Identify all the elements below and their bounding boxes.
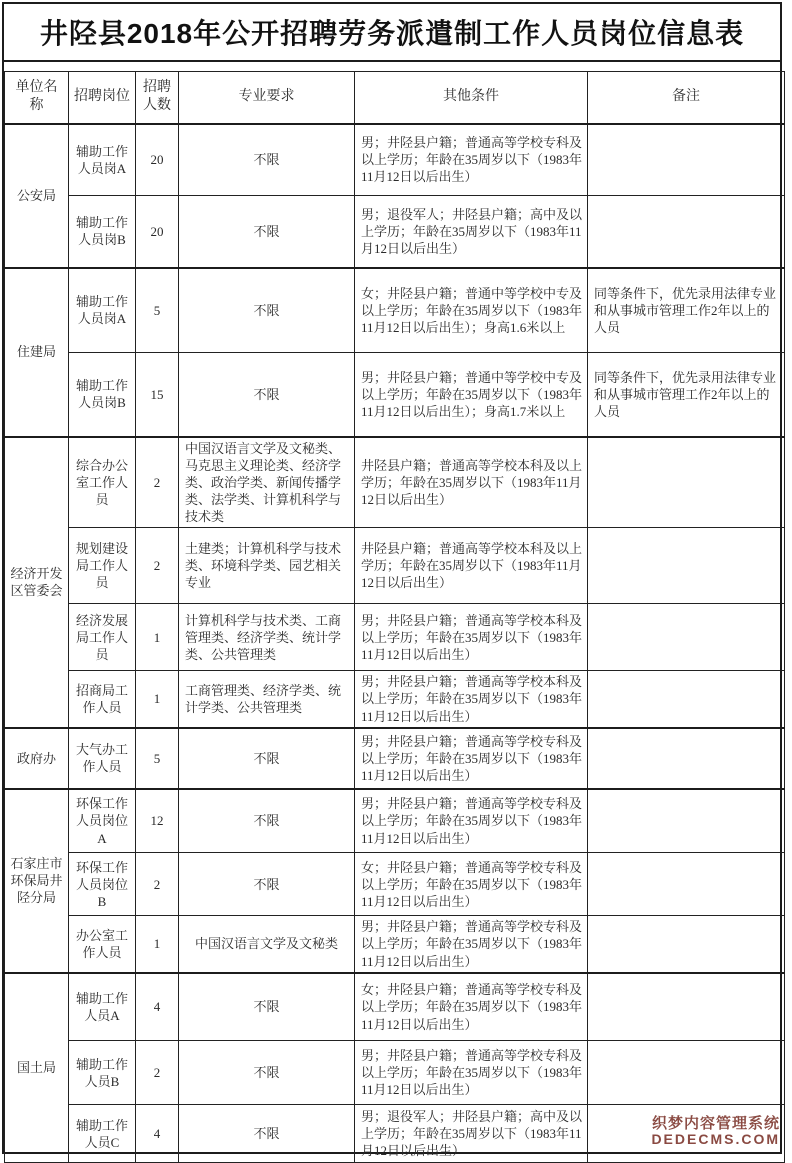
recruitment-table [4,71,785,1163]
col-header-count: 招聘人数 [136,72,179,124]
count-cell: 1 [136,671,179,728]
count-cell: 1 [136,604,179,671]
unit-cell: 公安局 [5,124,69,268]
position-cell: 辅助工作人员A [69,973,136,1041]
table-row [5,528,785,604]
header-row [5,72,785,124]
count-cell: 2 [136,853,179,916]
count-cell: 5 [136,268,179,353]
table-row [5,973,785,1041]
table-row [5,728,785,789]
count-cell: 20 [136,196,179,268]
table-row [5,1105,785,1163]
remark-cell [588,789,785,853]
position-cell: 辅助工作人员岗A [69,124,136,196]
major-cell: 中国汉语言文学及文秘类、马克思主义理论类、经济学类、政治学类、新闻传播学类、法学类、计算机科学与技术类 [179,437,355,528]
remark-cell [588,196,785,268]
unit-cell: 国土局 [5,973,69,1163]
remark-cell [588,728,785,789]
count-cell: 1 [136,916,179,973]
table-row [5,353,785,437]
position-cell: 办公室工作人员 [69,916,136,973]
document-sheet [2,2,782,1159]
major-cell: 不限 [179,789,355,853]
major-cell: 土建类；计算机科学与技术类、环境科学类、园艺相关专业 [179,528,355,604]
position-cell: 辅助工作人员B [69,1041,136,1105]
page-title: 井陉县2018年公开招聘劳务派遣制工作人员岗位信息表 [39,18,745,49]
major-cell: 不限 [179,196,355,268]
count-cell: 2 [136,437,179,528]
other-cell: 男；井陉县户籍；普通高等学校专科及以上学历；年龄在35周岁以下（1983年11月12日以后出生） [355,789,588,853]
unit-cell: 石家庄市环保局井陉分局 [5,789,69,973]
count-cell: 20 [136,124,179,196]
other-cell: 男；井陉县户籍；普通高等学校本科及以上学历；年龄在35周岁以下（1983年11月12日以后出生） [355,604,588,671]
remark-cell [588,437,785,528]
other-cell: 男；退役军人；井陉县户籍；高中及以上学历；年龄在35周岁以下（1983年11月12日以后出生） [355,196,588,268]
other-cell: 女；井陉县户籍；普通中等学校中专及以上学历；年龄在35周岁以下（1983年11月12日以后出生）；身高1.6米以上 [355,268,588,353]
other-cell: 井陉县户籍；普通高等学校本科及以上学历；年龄在35周岁以下（1983年11月12日以后出生） [355,437,588,528]
table-row [5,437,785,528]
remark-cell [588,124,785,196]
remark-cell [588,1105,785,1163]
position-cell: 辅助工作人员岗B [69,353,136,437]
remark-cell [588,916,785,973]
table-row [5,916,785,973]
position-cell: 辅助工作人员C [69,1105,136,1163]
other-cell: 男；退役军人；井陉县户籍；高中及以上学历；年龄在35周岁以下（1983年11月12日以后出生） [355,1105,588,1163]
remark-cell [588,604,785,671]
position-cell: 经济发展局工作人员 [69,604,136,671]
col-header-position: 招聘岗位 [69,72,136,124]
major-cell: 不限 [179,1041,355,1105]
table-row [5,124,785,196]
count-cell: 5 [136,728,179,789]
major-cell: 工商管理类、经济学类、统计学类、公共管理类 [179,671,355,728]
position-cell: 招商局工作人员 [69,671,136,728]
position-cell: 环保工作人员岗位B [69,853,136,916]
table-row [5,671,785,728]
remark-cell: 同等条件下，优先录用法律专业和从事城市管理工作2年以上的人员 [588,353,785,437]
other-cell: 男；井陉县户籍；普通高等学校本科及以上学历；年龄在35周岁以下（1983年11月12日以后出生） [355,671,588,728]
remark-cell [588,853,785,916]
other-cell: 男；井陉县户籍；普通高等学校专科及以上学历；年龄在35周岁以下（1983年11月12日以后出生） [355,916,588,973]
count-cell: 12 [136,789,179,853]
table-row [5,268,785,353]
remark-cell [588,973,785,1041]
watermark-line2: DEDECMS.COM [651,1131,780,1148]
major-cell: 中国汉语言文学及文秘类 [179,916,355,973]
major-cell: 不限 [179,1105,355,1163]
unit-cell: 政府办 [5,728,69,789]
watermark-line1: 织梦内容管理系统 [651,1114,780,1132]
other-cell: 男；井陉县户籍；普通高等学校专科及以上学历；年龄在35周岁以下（1983年11月12日以后出生） [355,1041,588,1105]
table-row [5,1041,785,1105]
remark-cell: 同等条件下，优先录用法律专业和从事城市管理工作2年以上的人员 [588,268,785,353]
position-cell: 环保工作人员岗位A [69,789,136,853]
remark-cell [588,528,785,604]
count-cell: 4 [136,973,179,1041]
table-row [5,196,785,268]
other-cell: 女；井陉县户籍；普通高等学校专科及以上学历；年龄在35周岁以下（1983年11月12日以后出生） [355,853,588,916]
col-header-major: 专业要求 [179,72,355,124]
major-cell: 不限 [179,973,355,1041]
position-cell: 大气办工作人员 [69,728,136,789]
other-cell: 男；井陉县户籍；普通中等学校中专及以上学历；年龄在35周岁以下（1983年11月12日以后出生）；身高1.7米以上 [355,353,588,437]
table-row [5,789,785,853]
unit-cell: 住建局 [5,268,69,437]
title-grid-gap [4,62,780,71]
major-cell: 计算机科学与技术类、工商管理类、经济学类、统计学类、公共管理类 [179,604,355,671]
count-cell: 15 [136,353,179,437]
count-cell: 2 [136,1041,179,1105]
position-cell: 辅助工作人员岗A [69,268,136,353]
remark-cell [588,1041,785,1105]
other-cell: 男；井陉县户籍；普通高等学校专科及以上学历；年龄在35周岁以下（1983年11月12日以后出生） [355,728,588,789]
unit-cell: 经济开发区管委会 [5,437,69,728]
other-cell: 井陉县户籍；普通高等学校本科及以上学历；年龄在35周岁以下（1983年11月12日以后出生） [355,528,588,604]
other-cell: 女；井陉县户籍；普通高等学校专科及以上学历；年龄在35周岁以下（1983年11月12日以后出生） [355,973,588,1041]
remark-cell [588,671,785,728]
table-row [5,604,785,671]
position-cell: 规划建设局工作人员 [69,528,136,604]
count-cell: 2 [136,528,179,604]
title-box [4,4,780,62]
major-cell: 不限 [179,853,355,916]
col-header-remark: 备注 [588,72,785,124]
col-header-other: 其他条件 [355,72,588,124]
position-cell: 辅助工作人员岗B [69,196,136,268]
other-cell: 男；井陉县户籍；普通高等学校专科及以上学历；年龄在35周岁以下（1983年11月12日以后出生） [355,124,588,196]
count-cell: 4 [136,1105,179,1163]
major-cell: 不限 [179,124,355,196]
position-cell: 综合办公室工作人员 [69,437,136,528]
col-header-unit: 单位名称 [5,72,69,124]
major-cell: 不限 [179,353,355,437]
major-cell: 不限 [179,268,355,353]
table-row [5,853,785,916]
major-cell: 不限 [179,728,355,789]
